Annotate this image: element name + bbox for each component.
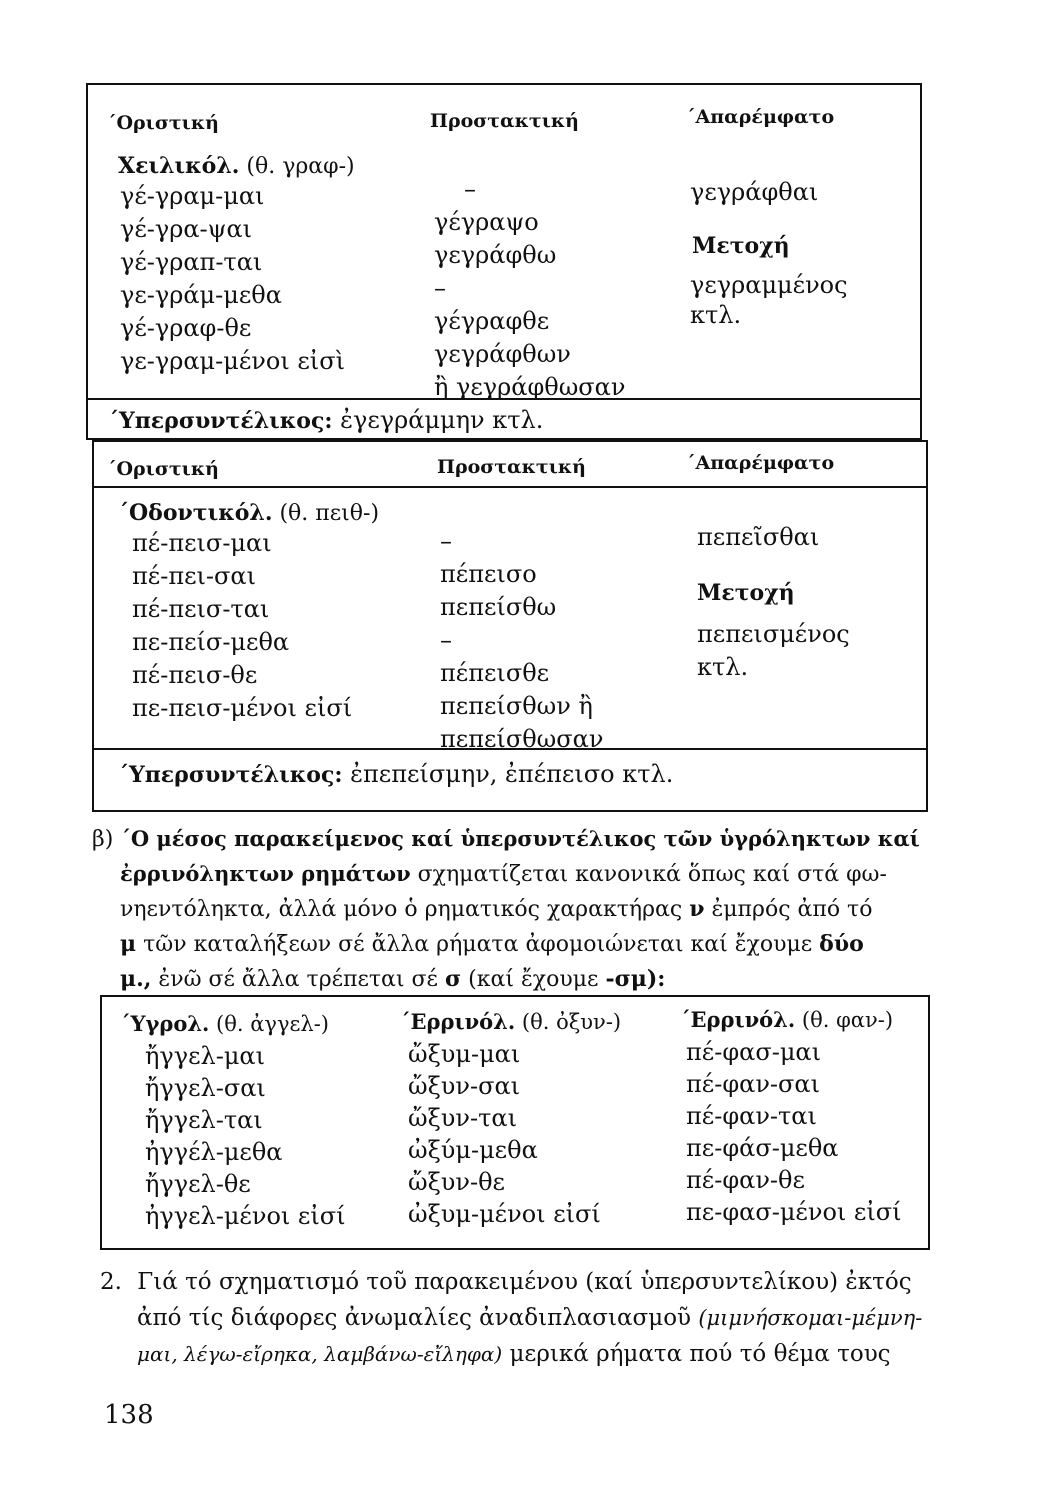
table-3-col3-row: πέ-φαν-ται [686, 1102, 817, 1130]
table-2-subheading [118, 497, 379, 530]
table-1-col1-row: γέ-γραμ-μαι [120, 182, 265, 210]
paragraph-b-bold: μ [120, 931, 137, 957]
table-3-col2-row: ὤξυν-ται [408, 1104, 517, 1132]
paragraph-b [92, 822, 920, 997]
table-3-col3-row: πε-φάσ-μεθα [686, 1134, 839, 1162]
paragraph-b-text: (καί ἔχουμε [461, 967, 606, 992]
table-1-col2-row: – [434, 274, 446, 302]
table-1-pluperfect [108, 404, 543, 438]
paragraph-b-bold: ἐρρινόληκτων ρημάτων [120, 861, 411, 886]
table-1-col1-row: γέ-γραπ-ται [120, 248, 263, 276]
table-1-subheading-bold: Χειλικόλ. [118, 153, 240, 179]
table-2-header-imperative: Προστακτική [437, 456, 586, 478]
paragraph-b-bold: δύο [819, 931, 864, 957]
table-1-pluperfect-label: ΄Υπερσυντέλικος: [108, 408, 333, 434]
paragraph-2 [100, 1264, 922, 1372]
table-1-col2-row: ἢ γεγράφθωσαν [434, 373, 626, 401]
table-3-col3-row: πέ-φαν-σαι [686, 1070, 821, 1098]
paragraph-2-text: Γιά τό σχηματισμό τοῦ παρακειμένου (καί ὑπερσυντελίκου) ἐκτός [137, 1269, 912, 1295]
table-2-pluperfect-label: ΄Υπερσυντέλικος: [118, 762, 343, 788]
paragraph-2-text: μερικά ρήματα πού τό θέμα τους [502, 1341, 891, 1367]
table-2-col1-row: πε-πείσ-μεθα [132, 628, 290, 656]
table-1-col2-row: γεγράφθων [434, 340, 571, 368]
table-2-col2-row: – [440, 626, 452, 654]
paragraph-2-line [100, 1264, 922, 1300]
table-2-col2-row: πεπείσθω [440, 593, 557, 621]
paragraph-2-line [100, 1336, 922, 1372]
table-1-subheading [118, 150, 355, 183]
table-2-subheading-bold: ΄Οδοντικόλ. [118, 500, 273, 526]
table-1-infinitive: γεγράφθαι [690, 178, 819, 206]
paragraph-b-line [92, 927, 920, 962]
table-2-participle-label: Μετοχή [697, 580, 795, 606]
table-1-col2-row: γέγραφθε [434, 307, 550, 335]
table-1-col1-row: γε-γραμ-μένοι εἰσὶ [120, 347, 345, 375]
table-2-col2-row: πέπεισθε [440, 659, 550, 687]
paragraph-b-bold: ν [689, 896, 705, 922]
table-3-col3-row: πέ-φασ-μαι [686, 1038, 822, 1066]
table-2-col1 [132, 527, 352, 725]
paragraph-b-line [92, 857, 920, 892]
table-3-col2-row: ὤξυμ-μαι [408, 1040, 521, 1068]
table-3-col3-row: πέ-φαν-θε [686, 1166, 805, 1194]
paragraph-b-marker: β) [92, 827, 114, 852]
table-2-col1-row: πέ-πεισ-ται [132, 595, 270, 623]
paragraph-b-bold: -σμ): [605, 966, 666, 992]
table-1-col1-row: γέ-γραφ-θε [120, 314, 252, 342]
table-1-col2-row: γεγράφθω [434, 241, 557, 269]
table-1-participle [690, 270, 848, 330]
table-1-pluperfect-text: ἐγεγράμμην κτλ. [332, 406, 544, 434]
table-3-header-nasal-2 [680, 1003, 893, 1037]
paragraph-2-line [100, 1300, 922, 1336]
table-3-col1-row: ἤγγελ-σαι [145, 1074, 266, 1102]
table-2-col2-row: – [440, 527, 452, 555]
table-2-col1-row: πέ-πεισ-θε [132, 661, 258, 689]
table-3-header-nasal-2-rest: (θ. φαν-) [795, 1008, 894, 1032]
table-2-participle [697, 618, 850, 684]
table-3-col3 [686, 1036, 902, 1228]
table-3-col1 [145, 1040, 346, 1232]
table-3-col1-row: ἤγγελ-θε [145, 1170, 251, 1198]
paragraph-b-text: ἐμπρός ἀπό τό [704, 897, 873, 922]
table-2-col1-row: πέ-πει-σαι [132, 562, 257, 590]
table-2-pluperfect-text: ἐπεπείσμην, ἐπέπεισο κτλ. [342, 760, 674, 788]
table-3-header-nasal-2-bold: ΄Ερρινόλ. [680, 1007, 796, 1032]
paragraph-b-line [92, 962, 920, 997]
table-2-col1-row: πε-πεισ-μένοι εἰσί [132, 694, 353, 722]
table-1-col1-row: γέ-γρα-ψαι [120, 215, 253, 243]
table-3-col1-row: ἤγγελ-ται [145, 1106, 263, 1134]
paragraph-b-text: ἐνῶ σέ ἄλλα τρέπεται σέ [151, 967, 445, 992]
table-1-col2-row: – [464, 175, 476, 203]
table-3-header-nasal-1 [400, 1005, 621, 1039]
table-3-col1-row: ἠγγέλ-μεθα [145, 1138, 283, 1166]
table-2-header-indicative: ΄Οριστική [107, 458, 219, 480]
paragraph-b-text: τῶν καταλήξεων σέ ἄλλα ρήματα ἀφομοιώνεται καί ἔχουμε [136, 932, 820, 957]
paragraph-b-bold: μ., [120, 966, 152, 992]
table-3-header-liquid-bold: ΄Υγρολ. [120, 1011, 210, 1036]
table-1-subheading-rest: (θ. γραφ-) [239, 154, 355, 179]
table-2-participle-row: πεπεισμένος [697, 620, 850, 648]
paragraph-b-text: νηεντόληκτα, ἀλλά μόνο ὁ ρηματικός χαρακτήρας [120, 897, 690, 922]
table-2-infinitive: πεπεῖσθαι [697, 523, 820, 551]
table-3-header-liquid-rest: (θ. ἀγγελ-) [209, 1012, 329, 1036]
page-number: 138 [104, 1400, 154, 1430]
table-2-col2-row: πέπεισο [440, 560, 537, 588]
table-2-header-divider [92, 486, 928, 488]
table-1-col2-row: γέγραψο [434, 208, 539, 236]
table-1-participle-label: Μετοχή [692, 233, 790, 259]
table-1-header-indicative: ΄Οριστική [107, 112, 219, 134]
paragraph-2-italic: μαι, λέγω-εἴρηκα, λαμβάνω-εἴληφα) [137, 1342, 503, 1366]
table-2-col2-row: πεπείσθων ἢ [440, 692, 593, 720]
paragraph-b-line [92, 892, 920, 927]
table-2-subheading-rest: (θ. πειθ-) [272, 501, 380, 526]
table-1-participle-row: κτλ. [690, 301, 742, 329]
table-3-col1-row: ἤγγελ-μαι [145, 1042, 266, 1070]
table-3-header-nasal-1-bold: ΄Ερρινόλ. [400, 1009, 516, 1034]
table-2-col2 [440, 525, 603, 756]
paragraph-2-italic: (μιμνήσκομαι-μέμνη- [698, 1306, 923, 1330]
paragraph-b-text: σχηματίζεται κανονικά ὅπως καί στά φω- [410, 862, 887, 887]
table-1-col1 [120, 180, 345, 378]
table-3-header-liquid [120, 1007, 329, 1041]
paragraph-2-number: 2. [100, 1269, 122, 1295]
table-3-col2-row: ὤξυν-θε [408, 1168, 505, 1196]
paragraph-b-bold: σ [444, 966, 462, 992]
paragraph-b-bold: ΄Ο μέσος παρακείμενος καί ὑπερσυντέλικος τῶν ὑγρόληκτων καί [120, 826, 920, 851]
table-3-col2-row: ὠξύμ-μεθα [408, 1136, 538, 1164]
table-1-header-infinitive: ΄Απαρέμφατο [686, 106, 835, 128]
table-3-col1-row: ἠγγελ-μένοι εἰσί [145, 1202, 346, 1230]
table-1-header-imperative: Προστακτική [430, 110, 579, 132]
table-1-participle-row: γεγραμμένος [690, 271, 848, 299]
table-3-col2-row: ὤξυν-σαι [408, 1072, 521, 1100]
table-2-participle-row: κτλ. [697, 653, 749, 681]
paragraph-2-text: ἀπό τίς διάφορες ἀνωμαλίες ἀναδιπλασιασμοῦ [137, 1305, 699, 1331]
table-1-col2 [434, 173, 625, 404]
table-3-col2-row: ὠξυμ-μένοι εἰσί [408, 1200, 601, 1228]
table-2-header-infinitive: ΄Απαρέμφατο [686, 452, 835, 474]
table-3-header-nasal-1-rest: (θ. ὀξυν-) [515, 1010, 622, 1034]
table-1-col1-row: γε-γράμ-μεθα [120, 281, 282, 309]
table-2-col1-row: πέ-πεισ-μαι [132, 529, 272, 557]
paragraph-b-line [92, 822, 920, 857]
table-3-col3-row: πε-φασ-μένοι εἰσί [686, 1198, 902, 1226]
table-3-col2 [408, 1038, 601, 1230]
table-2-pluperfect [118, 758, 673, 792]
table-2-col2-row: πεπείσθωσαν [440, 725, 604, 753]
